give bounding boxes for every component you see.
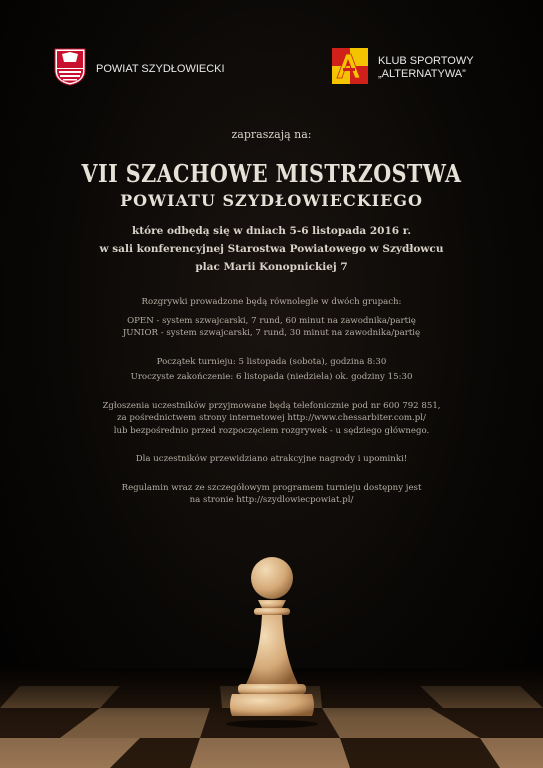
end-time: Uroczyste zakończenie: 6 listopada (niedziela) ok. godziny 15:30: [130, 372, 413, 382]
header: [0, 48, 543, 88]
registration-line3: lub bezpośrednio przed rozpoczęciem rozgrywek - u sędziego głównego.: [113, 425, 430, 436]
prizes-text: Dla uczestników przewidziano atrakcyjne nagrody i upominki!: [135, 454, 408, 464]
rules-block: [0, 482, 543, 507]
rules-line2: na stronie http://szydlowiecpowiat.pl/: [189, 495, 354, 505]
registration-block: [0, 400, 543, 438]
club-name: [378, 55, 474, 81]
county-name: [96, 63, 225, 76]
groups-intro: Rozgrywki prowadzone będą równolegle w dwóch grupach:: [141, 297, 402, 307]
club-name-line2: „ALTERNATYWA”: [378, 68, 466, 80]
schedule-block: [0, 356, 543, 384]
rules-line1: Regulamin wraz ze szczegółowym programem turnieju dostępny jest: [121, 482, 422, 493]
event-info: [0, 222, 543, 276]
registration-line1: Zgłoszenia uczestników przyjmowane będą telefonicznie pod nr 600 792 851,: [102, 400, 441, 411]
registration-line2: za pośrednictwem strony internetowej http://www.chessarbiter.com.pl/: [117, 413, 426, 423]
event-venue: w sali konferencyjnej Starostwa Powiatowego w Szydłowcu: [99, 243, 444, 255]
club-name-line1: KLUB SPORTOWY: [378, 55, 474, 67]
event-address: plac Marii Konopnickiej 7: [195, 261, 348, 273]
start-time: Początek turnieju: 5 listopada (sobota), godzina 8:30: [156, 356, 387, 367]
county-coat-of-arms-icon: [54, 48, 86, 90]
group-junior: JUNIOR - system szwajcarski, 7 rund, 30 minut na zawodnika/partię: [122, 328, 421, 338]
club-logo-icon: [332, 48, 368, 88]
groups-block: [0, 296, 543, 340]
county-name-text: POWIAT SZYDŁOWIECKI: [96, 62, 225, 75]
invite-text: zapraszają na:: [231, 128, 312, 141]
event-dates: które odbędą się w dniach 5-6 listopada 2016 r.: [132, 225, 411, 237]
event-title-line2: POWIATU SZYDŁOWIECKIEGO: [120, 191, 423, 210]
club-org: [332, 48, 474, 88]
pawn-icon: [222, 556, 322, 732]
prizes-block: [0, 453, 543, 466]
county-org: [54, 48, 225, 90]
event-title-line1: VII SZACHOWE MISTRZOSTWA: [81, 159, 462, 188]
group-open: OPEN - system szwajcarski, 7 rund, 60 minut na zawodnika/partię: [127, 315, 416, 326]
poster-content: [0, 128, 543, 507]
